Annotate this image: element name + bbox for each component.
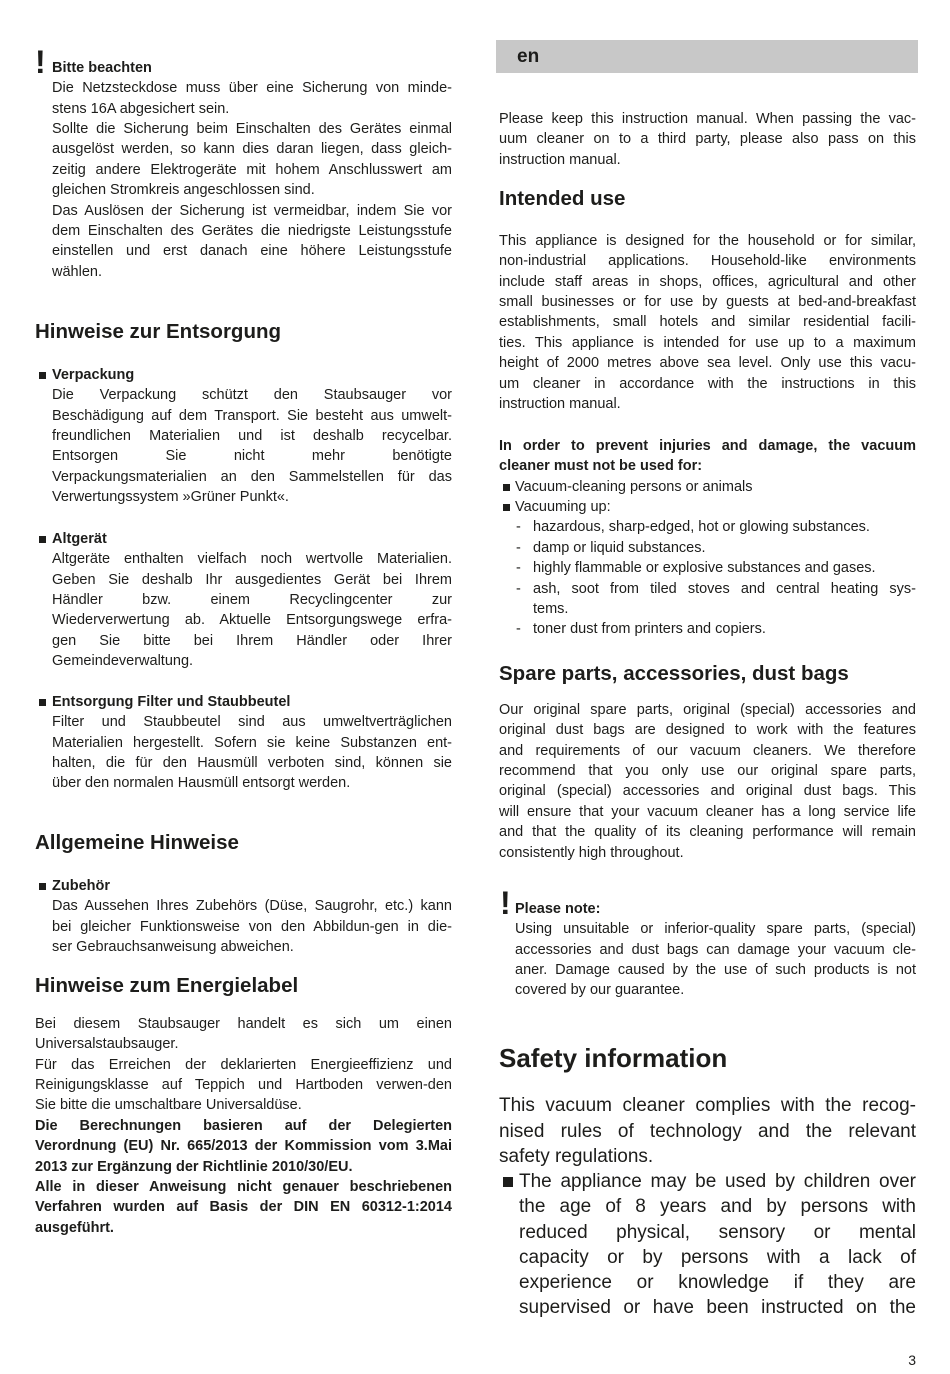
- note-box-please-note: [515, 899, 916, 1001]
- square-bullet-icon: [39, 883, 46, 890]
- dash-marker: -: [516, 519, 521, 536]
- text-line: instruction manual.: [499, 395, 621, 412]
- sub-item-text: hazardous, sharp-edged, hot or glowing substances.: [533, 519, 870, 536]
- text-line: and that the quality of its cleaning performance will remain: [499, 824, 916, 841]
- text-line: This appliance is designed for the household or for similar,: [499, 232, 916, 249]
- item-title: [52, 876, 452, 896]
- text-line: uum cleaner on to a third party, please also pass on this: [499, 131, 916, 148]
- warning-line: cleaner must not be used for:: [499, 458, 703, 475]
- text-line: um cleaner in accordance with the instructions in this: [499, 375, 916, 392]
- text-line: Das Aussehen Ihres Zubehörs (Düse, Saugrohr, etc.) kann: [52, 898, 452, 915]
- text-line: height of 2000 metres above sea level. Only use this vacu-: [499, 355, 916, 372]
- bullet-continuation: supervised or have been instructed on the: [519, 1297, 916, 1319]
- list-item-zubehoer: [52, 876, 452, 958]
- text-line: Wiederverwertung ab. Aktuelle Entsorgungswege erfra-: [52, 612, 452, 629]
- text-line: Sie bitte die umschaltbare Universaldüse.: [35, 1097, 302, 1114]
- sub-item: [499, 517, 916, 537]
- section-heading-energielabel: Hinweise zum Energielabel: [35, 974, 299, 997]
- bullet-continuation: capacity or by persons with a lack of: [519, 1246, 916, 1268]
- bold-text-line: ausgeführt.: [35, 1219, 114, 1236]
- bold-text-line: Verordnung (EU) Nr. 665/2013 der Kommission vom 3.Mai: [35, 1138, 452, 1155]
- prohibited-use-list: [499, 436, 916, 640]
- square-bullet-icon: [39, 699, 46, 706]
- list-item-verpackung: [52, 365, 452, 508]
- item-title-text: Altgerät: [52, 530, 107, 547]
- text-line: zeitig andere Elektrogeräte mit hohem Anschlusswert am: [52, 161, 452, 178]
- text-line: halten, die für den Hausmüll verboten sind, können sie: [52, 754, 452, 771]
- bullet-continuation: experience or knowledge if they are: [519, 1272, 916, 1294]
- list-item-altgeraet: [52, 529, 452, 672]
- bold-text-line: Alle in dieser Anweisung nicht genauer beschriebenen: [35, 1178, 452, 1195]
- text-line: Verwertungssystem »Grüner Punkt«.: [52, 489, 289, 506]
- text-line: Materialien hergestellt. Sofern sie keine Substanzen ent-: [52, 734, 452, 751]
- square-bullet-icon: [503, 504, 510, 511]
- text-line: Using unsuitable or inferior-quality spare parts, (special): [515, 921, 916, 938]
- text-line: original (special) accessories and original dust bags. This: [499, 783, 916, 800]
- text-line: Verpackungsmaterialien an den Sammelstellen für das: [52, 468, 452, 485]
- dash-marker: -: [516, 580, 521, 597]
- text-line: ausgelöst werden, so kann dies daran liegen, dass gleich-: [52, 141, 452, 158]
- safety-paragraph: [499, 1093, 916, 1320]
- dash-marker: -: [516, 539, 521, 556]
- note-title: Please note:: [515, 900, 601, 917]
- text-line: dem Einschalten des Gerätes die niedrigste Leistungsstufe: [52, 222, 452, 239]
- text-line: bei gleicher Funktionsweise von den Abbildun-gen in die-: [52, 918, 452, 935]
- text-line: Entsorgen Sie nicht mehr benötigte: [52, 448, 452, 465]
- text-line: include staff areas in shops, offices, agricultural and other: [499, 273, 916, 290]
- item-title-text: Verpackung: [52, 366, 135, 383]
- sub-item-text: ash, soot from tiled stoves and central heating sys-: [533, 580, 916, 597]
- text-line: Händler bzw. einem Recyclingcenter zur: [52, 591, 452, 608]
- intended-use-paragraph: [499, 231, 916, 415]
- bullet-continuation: reduced physical, sensory or mental: [519, 1221, 916, 1243]
- section-heading-intended-use: Intended use: [499, 187, 626, 210]
- bullet-continuation: the age of 8 years and by persons with: [519, 1196, 916, 1218]
- text-line: Altgeräte enthalten vielfach noch wertvolle Materialien.: [52, 551, 452, 568]
- text-line: Geben Sie deshalb Ihr ausgedientes Gerät bei Ihrem: [52, 571, 452, 588]
- sub-item-continuation: tems.: [533, 600, 569, 617]
- exclamation-mark-icon: !: [500, 885, 511, 921]
- text-line: will ensure that your vacuum cleaner has a long service life: [499, 803, 916, 820]
- bold-text-line: 2013 zur Ergänzung der Richtlinie 2010/30/EU.: [35, 1158, 353, 1175]
- text-line: consistently high throughout.: [499, 844, 684, 861]
- text-line: and requirements of our vacuum cleaners. We therefore: [499, 742, 916, 759]
- sub-item: [499, 579, 916, 599]
- item-title-text: Entsorgung Filter und Staubbeutel: [52, 693, 291, 710]
- bold-text-line: Die Berechnungen basieren auf der Delegierten: [35, 1117, 452, 1134]
- bullet-text: Vacuum-cleaning persons or animals: [515, 478, 753, 495]
- text-line: aner. Damage caused by the use of such products is not: [515, 961, 916, 978]
- note-title: Bitte beachten: [52, 59, 152, 76]
- bullet-item: [499, 497, 916, 517]
- note-box-bitte-beachten: [52, 58, 452, 282]
- list-item-filter-staubbeutel: [52, 692, 452, 794]
- dash-marker: -: [516, 560, 521, 577]
- text-line: Die Netzsteckdose muss über eine Sicherung von minde-: [52, 80, 452, 97]
- sub-item: [499, 538, 916, 558]
- sub-item-text: damp or liquid substances.: [533, 539, 706, 556]
- sub-item: [499, 619, 916, 639]
- text-line: original dust bags are designed to work with the features: [499, 722, 916, 739]
- item-title: [52, 365, 452, 385]
- text-line: ser Gebrauchsanweisung abweichen.: [52, 938, 294, 955]
- square-bullet-icon: [503, 484, 510, 491]
- item-title: [52, 529, 452, 549]
- text-line: Reinigungsklasse auf Teppich und Hartboden verwen-den: [35, 1076, 452, 1093]
- warning-line: In order to prevent injuries and damage, the vacuum: [499, 437, 916, 454]
- text-line: nised rules of technology and the relevant: [499, 1120, 916, 1142]
- text-line: Für das Erreichen der deklarierten Energieeffizienz und: [35, 1056, 452, 1073]
- square-bullet-icon: [39, 536, 46, 543]
- text-line: recommend that you only use our original spare parts,: [499, 762, 916, 779]
- section-heading-spare-parts: Spare parts, accessories, dust bags: [499, 662, 849, 685]
- section-heading-safety-information: Safety information: [499, 1043, 728, 1074]
- language-tab: [496, 40, 918, 73]
- bullet-text: The appliance may be used by children over: [519, 1171, 916, 1193]
- text-line: Das Auslösen der Sicherung ist vermeidbar, indem Sie vor: [52, 202, 452, 219]
- text-line: establishments, small hotels and similar residential facili-: [499, 314, 916, 331]
- spare-parts-paragraph: [499, 700, 916, 863]
- text-line: non-industrial applications. Household-like environments: [499, 253, 916, 270]
- text-line: gen Sie bitte bei Ihrem Händler oder Ihrer: [52, 632, 452, 649]
- exclamation-mark-icon: !: [35, 44, 46, 80]
- text-line: ties. This appliance is intended for use up to a maximum: [499, 334, 916, 351]
- language-tab-label: en: [517, 46, 540, 67]
- page-number: 3: [908, 1352, 916, 1368]
- item-title: [52, 692, 452, 712]
- text-line: Universalstaubsauger.: [35, 1036, 179, 1053]
- text-line: über den normalen Hausmüll entsorgt werden.: [52, 775, 351, 792]
- sub-item-text: toner dust from printers and copiers.: [533, 621, 766, 638]
- text-line: instruction manual.: [499, 151, 621, 168]
- text-line: freundlichen Materialien und ist deshalb recycelbar.: [52, 427, 452, 444]
- text-line: Die Verpackung schützt den Staubsauger vor: [52, 387, 452, 404]
- square-bullet-icon: [39, 372, 46, 379]
- text-line: accessories and dust bags can damage your vacuum cle-: [515, 941, 916, 958]
- text-line: wählen.: [52, 263, 102, 280]
- text-line: covered by our guarantee.: [515, 982, 685, 999]
- text-line: Bei diesem Staubsauger handelt es sich um einen: [35, 1015, 452, 1032]
- text-line: Beschädigung auf dem Transport. Sie besteht aus umwelt-: [52, 407, 452, 424]
- text-line: Please keep this instruction manual. When passing the vac-: [499, 110, 916, 127]
- text-line: Filter und Staubbeutel sind aus umweltverträglichen: [52, 714, 452, 731]
- text-line: Our original spare parts, original (special) accessories and: [499, 701, 916, 718]
- text-line: einstellen und erst danach eine höhere Leistungsstufe: [52, 243, 452, 260]
- bullet-text: Vacuuming up:: [515, 498, 611, 515]
- section-heading-entsorgung: Hinweise zur Entsorgung: [35, 320, 282, 343]
- energielabel-paragraph: [35, 1014, 452, 1238]
- text-line: small businesses or for use by guests at bed-and-breakfast: [499, 293, 916, 310]
- item-title-text: Zubehör: [52, 877, 110, 894]
- text-line: This vacuum cleaner complies with the recog-: [499, 1095, 916, 1117]
- sub-item-text: highly flammable or explosive substances and gases.: [533, 560, 876, 577]
- bullet-item: [499, 477, 916, 497]
- bold-text-line: Verfahren wurden auf Basis der DIN EN 60312-1:2014: [35, 1199, 452, 1216]
- section-heading-allgemeine-hinweise: Allgemeine Hinweise: [35, 831, 239, 854]
- square-bullet-icon: [503, 1177, 513, 1187]
- text-line: Sollte die Sicherung beim Einschalten des Gerätes einmal: [52, 120, 452, 137]
- text-line: gleichen Stromkreis angeschlossen sind.: [52, 182, 315, 199]
- text-line: safety regulations.: [499, 1145, 654, 1167]
- dash-marker: -: [516, 621, 521, 638]
- text-line: stens 16A abgesichert sein.: [52, 100, 230, 117]
- sub-item: [499, 558, 916, 578]
- bullet-item: [499, 1169, 916, 1194]
- text-line: Gemeindeverwaltung.: [52, 653, 194, 670]
- intro-paragraph: [499, 109, 916, 170]
